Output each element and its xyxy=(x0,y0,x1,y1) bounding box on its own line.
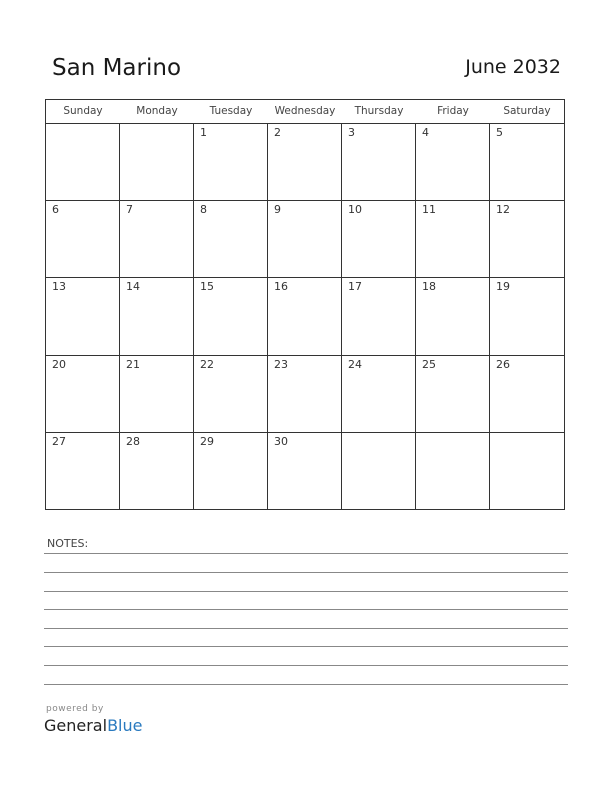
day-cell xyxy=(268,356,342,433)
calendar-month: June 2032 xyxy=(465,56,561,78)
day-cell xyxy=(120,433,194,510)
day-cell xyxy=(46,433,120,510)
notes-line xyxy=(44,628,568,629)
day-number: 2 xyxy=(274,126,281,139)
day-number: 12 xyxy=(496,203,510,217)
weekday-sunday: Sunday xyxy=(63,105,103,117)
day-number: 9 xyxy=(274,203,281,217)
notes-line xyxy=(44,665,568,666)
weekday-tuesday: Tuesday xyxy=(209,105,253,117)
day-cell xyxy=(416,433,490,510)
brand-general: General xyxy=(44,716,108,735)
day-number: 10 xyxy=(348,203,362,217)
day-cell xyxy=(194,433,268,510)
day-cell xyxy=(46,278,120,355)
day-cell xyxy=(268,201,342,278)
day-cell xyxy=(416,201,490,278)
day-number: 17 xyxy=(348,280,362,294)
day-number: 14 xyxy=(126,280,140,294)
weekday-friday: Friday xyxy=(437,105,469,117)
day-cell xyxy=(268,433,342,510)
day-number: 5 xyxy=(496,126,503,139)
day-cell xyxy=(490,124,564,201)
weekday-monday: Monday xyxy=(136,105,178,117)
day-cell xyxy=(120,201,194,278)
day-number: 1 xyxy=(200,126,207,139)
day-number: 11 xyxy=(422,203,436,217)
day-number: 7 xyxy=(126,203,133,217)
day-number: 27 xyxy=(52,434,66,448)
day-cell xyxy=(416,278,490,355)
day-cell xyxy=(46,201,120,278)
day-number: 29 xyxy=(200,434,214,448)
calendar-title: San Marino xyxy=(52,55,182,81)
day-number: 3 xyxy=(348,126,355,139)
day-number: 15 xyxy=(200,280,214,294)
day-number: 13 xyxy=(52,280,66,294)
day-cell xyxy=(416,124,490,201)
day-cell xyxy=(120,278,194,355)
notes-line xyxy=(44,684,568,685)
day-number: 26 xyxy=(496,357,510,371)
day-cell xyxy=(194,278,268,355)
day-cell xyxy=(342,433,416,510)
day-number: 25 xyxy=(422,357,436,371)
day-cell xyxy=(342,201,416,278)
weekday-saturday: Saturday xyxy=(503,105,551,117)
day-cell xyxy=(342,356,416,433)
generalblue-logo xyxy=(44,716,142,735)
day-number: 16 xyxy=(274,280,288,294)
notes-line xyxy=(44,646,568,647)
day-number: 8 xyxy=(200,203,207,217)
day-cell xyxy=(194,201,268,278)
day-cell xyxy=(120,356,194,433)
notes-label: NOTES: xyxy=(47,537,89,550)
brand-blue: Blue xyxy=(107,716,143,735)
day-number: 28 xyxy=(126,434,140,448)
day-cell xyxy=(194,356,268,433)
day-cell xyxy=(342,278,416,355)
day-cell xyxy=(194,124,268,201)
notes-line xyxy=(44,609,568,610)
powered-by-text: powered by xyxy=(46,704,104,714)
notes-line xyxy=(44,591,568,592)
weekday-thursday: Thursday xyxy=(354,105,404,117)
day-cell xyxy=(342,124,416,201)
day-cell xyxy=(490,356,564,433)
notes-line xyxy=(44,553,568,554)
day-cell xyxy=(490,201,564,278)
day-number: 30 xyxy=(274,434,288,448)
calendar-grid xyxy=(45,99,565,510)
notes-line xyxy=(44,572,568,573)
day-number: 22 xyxy=(200,357,214,371)
day-cell xyxy=(490,433,564,510)
day-number: 6 xyxy=(52,203,59,217)
day-number: 19 xyxy=(496,280,510,294)
day-cell xyxy=(268,278,342,355)
day-cell xyxy=(268,124,342,201)
day-number: 24 xyxy=(348,357,362,371)
day-number: 21 xyxy=(126,357,140,371)
day-grid xyxy=(46,124,564,510)
day-number: 23 xyxy=(274,357,288,371)
day-cell xyxy=(416,356,490,433)
day-cell xyxy=(46,356,120,433)
weekday-header xyxy=(46,100,564,124)
day-number: 20 xyxy=(52,357,66,371)
day-cell xyxy=(46,124,120,201)
day-number: 18 xyxy=(422,280,436,294)
day-number: 4 xyxy=(422,126,429,139)
weekday-wednesday: Wednesday xyxy=(274,105,336,117)
day-cell xyxy=(490,278,564,355)
day-cell xyxy=(120,124,194,201)
